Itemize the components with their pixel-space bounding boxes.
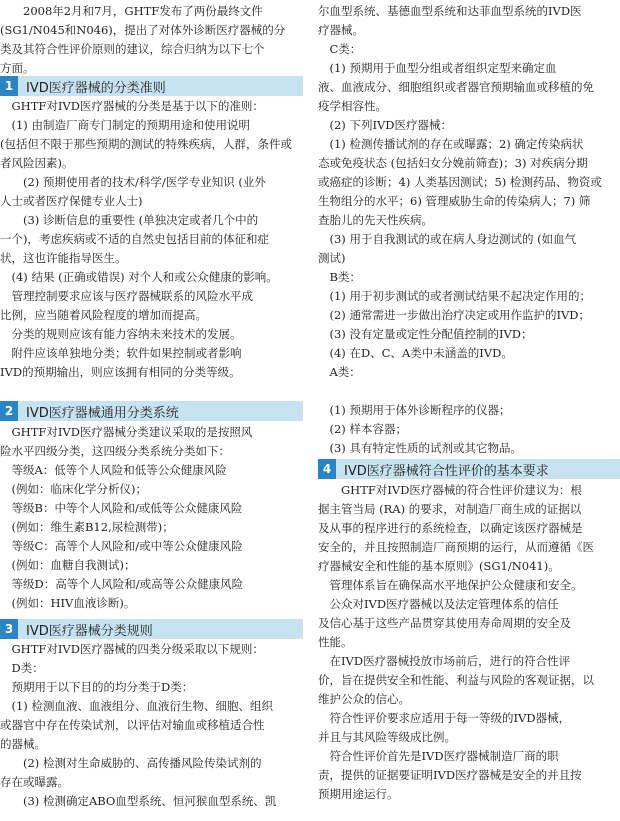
class-rules-line: (3) 没有定量或定性分配值控制的IVD； <box>318 327 533 341</box>
section-3-line: 预期用于以下目的的均分类于D类： <box>0 680 194 694</box>
section-4-line: 及从事的程序进行的系统检查，以确定该医疗器械是 <box>318 521 583 535</box>
section-1-line: (3) 诊断信息的重要性 (单独决定或者几个中的 <box>0 213 259 227</box>
section-1-line: (1) 由制造厂商专门制定的预期用途和使用说明 <box>0 118 250 132</box>
section-2-line: (例如：HIV血液诊断)。 <box>0 596 136 610</box>
section-1-line: (包括但不限于那些预期的测试的特殊疾病，人群，条件或 <box>0 137 292 151</box>
class-rules-line: (2) 通常需进一步做出治疗决定或用作监护的IVD； <box>318 308 591 322</box>
section-4-line: 符合性评价首先是IVD医疗器械制造厂商的职 <box>318 749 559 763</box>
section-number-badge: 1 <box>0 76 18 96</box>
class-rules-line: 或癌症的诊断；4) 人类基因测试；5) 检测药品、物资或 <box>318 175 602 189</box>
class-rules-line: (2) 下列IVD医疗器械： <box>318 118 453 132</box>
class-rules-line: 生物组分的水平；6) 管理威胁生命的传染病人；7) 筛 <box>318 194 591 208</box>
section-4-line: 管理体系旨在确保高水平地保护公众健康和安全。 <box>318 578 583 592</box>
class-rules-line: (3) 用于自我测试的或在病人身边测试的 (如血气 <box>318 232 577 246</box>
class-rules-line: 疗器械。 <box>318 23 364 37</box>
section-3-header <box>0 619 303 639</box>
section-title: IVD医疗器械符合性评价的基本要求 <box>344 463 549 479</box>
section-1-line: 一个)，考虑疾病或不适的自然史包括目前的体征和症 <box>0 232 269 246</box>
section-3-line: 的器械。 <box>0 737 46 751</box>
section-2-line: (例如：血糖自我测试)； <box>0 558 136 572</box>
section-1-line: 人士或者医疗保健专业人士) <box>0 194 143 208</box>
section-3-line: D类： <box>0 661 44 675</box>
section-4-line: 性能。 <box>318 635 353 649</box>
class-rules-line: 尔血型系统、基德血型系统和达菲血型系统的IVD医 <box>318 4 582 18</box>
section-4-line: 据主管当局 (RA) 的要求，对制造厂商生成的证据以 <box>318 502 582 516</box>
section-1-line: 附件应该单独地分类；软件如果控制或者影响 <box>0 346 242 360</box>
section-3-line: (1) 检测血液、血液组分、血液衍生物、细胞、组织 <box>0 699 273 713</box>
section-title: IVD医疗器械通用分类系统 <box>26 405 179 421</box>
section-1-line: IVD的预期输出，则应该拥有相同的分类等级。 <box>0 365 241 379</box>
class-rules-line: B类： <box>318 270 361 284</box>
section-2-line: 等级C：高等个人风险和/或中等公众健康风险 <box>0 539 243 553</box>
section-4-line: 疗器械安全和性能的基本原则》(SG1/N041)。 <box>318 559 560 573</box>
section-4-line: GHTF对IVD医疗器械的符合性评价建议为：根 <box>318 483 582 497</box>
section-3-line: (2) 检测对生命威胁的、高传播风险传染试剂的 <box>0 756 262 770</box>
section-1-line: (4) 结果 (正确或错误) 对个人和或公众健康的影响。 <box>0 270 278 284</box>
section-3-line: (3) 检测确定ABO血型系统、恒河猴血型系统、凯 <box>0 794 277 808</box>
section-number-badge: 4 <box>318 459 336 479</box>
section-title: IVD医疗器械分类规则 <box>26 623 153 639</box>
class-rules-line: 测试) <box>318 251 346 265</box>
class-rules-line: 查胎儿的先天性疾病。 <box>318 213 433 227</box>
section-number-badge: 2 <box>0 401 18 421</box>
section-1-header <box>0 76 303 96</box>
section-4-line: 公众对IVD医疗器械以及法定管理体系的信任 <box>318 597 559 611</box>
class-rules-line: (2) 样本容器； <box>318 422 407 436</box>
class-rules-line: C类： <box>318 42 362 56</box>
section-1-line: 分类的规则应该有能力容纳未来技术的发展。 <box>0 327 242 341</box>
section-4-header <box>318 459 620 479</box>
section-1-line: 状，这也许能指导医生。 <box>0 251 127 265</box>
class-rules-line: (1) 预期用于血型分组或者组织定型来确定血 <box>318 61 557 75</box>
class-rules-line: (3) 具有特定性质的试剂或其它物品。 <box>318 441 522 455</box>
section-4-line: 价，旨在提供安全和性能、利益与风险的客观证据，以 <box>318 673 594 687</box>
class-rules-line: 液、血液成分、细胞组织或者器官预期输血或移植的免 <box>318 80 594 94</box>
section-1-line: 管理控制要求应该与医疗器械联系的风险水平成 <box>0 289 253 303</box>
section-2-header <box>0 401 303 421</box>
section-title: IVD医疗器械的分类准则 <box>26 80 166 96</box>
section-2-line: 等级B：中等个人风险和/或低等公众健康风险 <box>0 501 243 515</box>
section-4-line: 及信心基于这些产品贯穿其使用寿命周期的安全及 <box>318 616 571 630</box>
class-rules-line: 疫学相容性。 <box>318 99 387 113</box>
section-4-line: 责，提供的证据要证明IVD医疗器械是安全的并且按 <box>318 768 582 782</box>
section-4-line: 维护公众的信心。 <box>318 692 410 706</box>
section-2-line: (例如：临床化学分析仪)； <box>0 482 147 496</box>
section-4-line: 并且与其风险等级成比例。 <box>318 730 456 744</box>
section-1-line: 者风险因素)。 <box>0 156 74 170</box>
section-2-line: (例如：维生素B12,尿检测带)； <box>0 520 174 534</box>
section-4-line: 预期用途运行。 <box>318 787 399 801</box>
section-2-line: GHTF对IVD医疗器械分类建议采取的是按照风 <box>0 425 253 439</box>
section-4-line: 符合性评价要求应适用于每一等级的IVD器械， <box>318 711 571 725</box>
section-1-line: 比例，应当随着风险程度的增加而提高。 <box>0 308 207 322</box>
section-2-line: 等级D：高等个人风险和/或高等公众健康风险 <box>0 577 244 591</box>
section-2-line: 等级A：低等个人风险和低等公众健康风险 <box>0 463 227 477</box>
section-1-line: GHTF对IVD医疗器械的分类是基于以下的准则： <box>0 99 264 113</box>
intro-line: 类及其符合性评价原则的建议，综合归纳为以下七个 <box>0 42 265 56</box>
intro-line: (SG1/N045和N046)，提出了对体外诊断医疗器械的分 <box>0 23 286 37</box>
section-number-badge: 3 <box>0 619 18 639</box>
section-2-line: 险水平四级分类，这四级分类系统分类如下： <box>0 444 230 458</box>
section-3-line: 或器官中存在传染试剂，以评估对输血或移植适合性 <box>0 718 265 732</box>
section-3-line: GHTF对IVD医疗器械的四类分级采取以下规则： <box>0 642 264 656</box>
intro-line: 方面。 <box>0 61 35 75</box>
section-3-line: 存在或曝露。 <box>0 775 69 789</box>
class-rules-line: (1) 检测传播试剂的存在或曝露；2) 确定传染病状 <box>318 137 584 151</box>
class-rules-line: (1) 用于初步测试的或者测试结果不起决定作用的； <box>318 289 591 303</box>
section-1-line: (2) 预期使用者的技术/科学/医学专业知识 (业外 <box>0 175 266 189</box>
class-rules-line: 态或免疫状态 (包括妇女分娩前筛查)；3) 对疾病分期 <box>318 156 588 170</box>
class-rules-line: (4) 在D、C、A类中未涵盖的IVD。 <box>318 346 513 360</box>
intro-line: 2008年2月和7月，GHTF发布了两份最终文件 <box>0 4 263 18</box>
class-rules-line: (1) 预期用于体外诊断程序的仪器； <box>318 403 511 417</box>
class-rules-line: A类： <box>318 365 361 379</box>
section-4-line: 在IVD医疗器械投放市场前后，进行的符合性评 <box>318 654 571 668</box>
section-4-line: 安全的，并且按照制造厂商预期的运行，从而遵循《医 <box>318 540 594 554</box>
